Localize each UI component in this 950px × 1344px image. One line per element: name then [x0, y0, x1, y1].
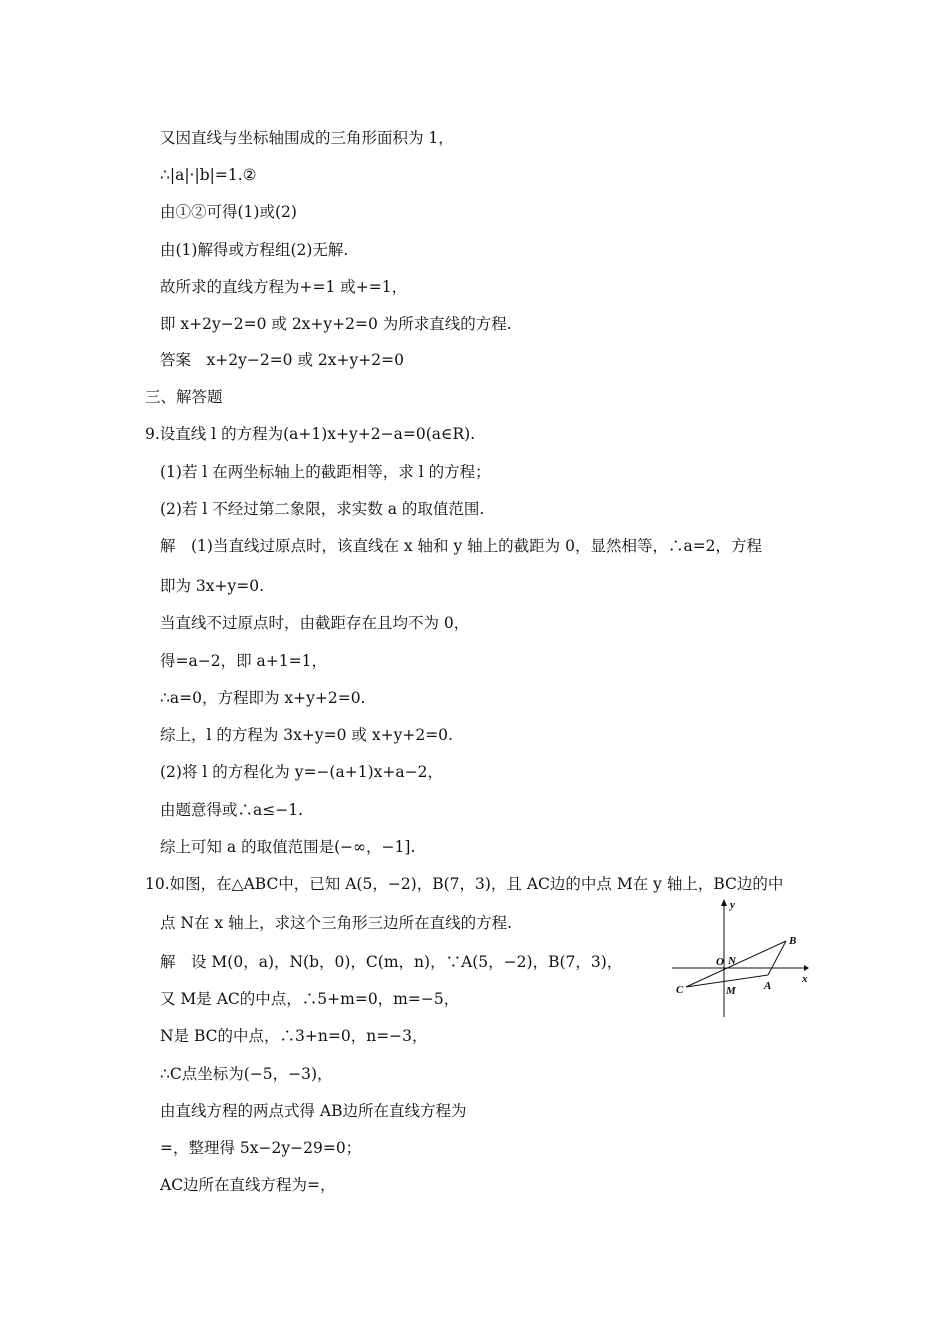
- text-line: 即 x+2y−2=0 或 2x+y+2=0 为所求直线的方程.: [160, 315, 512, 333]
- text-line: 又 M是 AC的中点，∴5+m=0，m=−5，: [160, 990, 460, 1008]
- text-line: (2)将 l 的方程化为 y=−(a+1)x+a−2，: [160, 763, 443, 781]
- label-n: N: [728, 955, 736, 967]
- text-line: =，整理得 5x−2y−29=0；: [160, 1139, 362, 1157]
- text-line: 点 N在 x 轴上，求这个三角形三边所在直线的方程.: [160, 914, 513, 932]
- x-axis-arrow: [804, 965, 809, 971]
- question-10: 10.如图，在△ABC中，已知 A(5，−2)，B(7，3)，且 AC边的中点 M在 y 轴上，BC边的中: [145, 875, 784, 893]
- text-line: (1)若 l 在两坐标轴上的截距相等，求 l 的方程；: [160, 463, 491, 481]
- text-line: AC边所在直线方程为=，: [160, 1176, 336, 1194]
- label-a: A: [764, 980, 772, 992]
- text-line: 由①②可得(1)或(2): [160, 203, 297, 221]
- text-line: 得=a−2，即 a+1=1，: [160, 652, 327, 670]
- text-line: (2)若 l 不经过第二象限，求实数 a 的取值范围.: [160, 500, 485, 518]
- text-line: 综上可知 a 的取值范围是(−∞，−1].: [160, 838, 416, 856]
- label-c: C: [676, 984, 684, 996]
- triangle-figure: [670, 895, 810, 1020]
- side-ba: [768, 941, 786, 975]
- label-b: B: [789, 935, 797, 947]
- text-line: 由直线方程的两点式得 AB边所在直线方程为: [160, 1102, 467, 1120]
- text-line: 由题意得或∴a≤−1.: [160, 801, 304, 819]
- label-m: M: [726, 985, 736, 997]
- text-line: 又因直线与坐标轴围成的三角形面积为 1，: [160, 129, 454, 147]
- text-line: 即为 3x+y=0.: [160, 577, 265, 595]
- answer-line: 答案 x+2y−2=0 或 2x+y+2=0: [160, 351, 404, 369]
- text-line: 由(1)解得或方程组(2)无解.: [160, 241, 349, 259]
- text-line: 当直线不过原点时，由截距存在且均不为 0，: [160, 614, 470, 632]
- text-line: N是 BC的中点，∴3+n=0，n=−3，: [160, 1027, 428, 1045]
- text-line: 故所求的直线方程为+=1 或+=1，: [160, 278, 408, 296]
- text-line: ∴a=0，方程即为 x+y+2=0.: [160, 689, 366, 707]
- solution-line: 解 (1)当直线过原点时，该直线在 x 轴和 y 轴上的截距为 0，显然相等，∴a=2，方程: [160, 537, 763, 555]
- label-o: O: [716, 956, 724, 968]
- text-line: ∴|a|·|b|=1.②: [160, 166, 257, 184]
- text-line: 综上，l 的方程为 3x+y=0 或 x+y+2=0.: [160, 726, 453, 744]
- section-heading: 三、解答题: [145, 388, 223, 406]
- question-9: 9.设直线 l 的方程为(a+1)x+y+2−a=0(a∈R).: [145, 425, 476, 443]
- text-line: ∴C点坐标为(−5，−3)，: [160, 1065, 333, 1083]
- solution-line: 解 设 M(0，a)，N(b，0)，C(m，n)，∵A(5，−2)，B(7，3)，: [160, 953, 623, 971]
- label-x: x: [802, 973, 808, 985]
- y-axis-arrow: [721, 899, 727, 906]
- label-y: y: [730, 899, 735, 911]
